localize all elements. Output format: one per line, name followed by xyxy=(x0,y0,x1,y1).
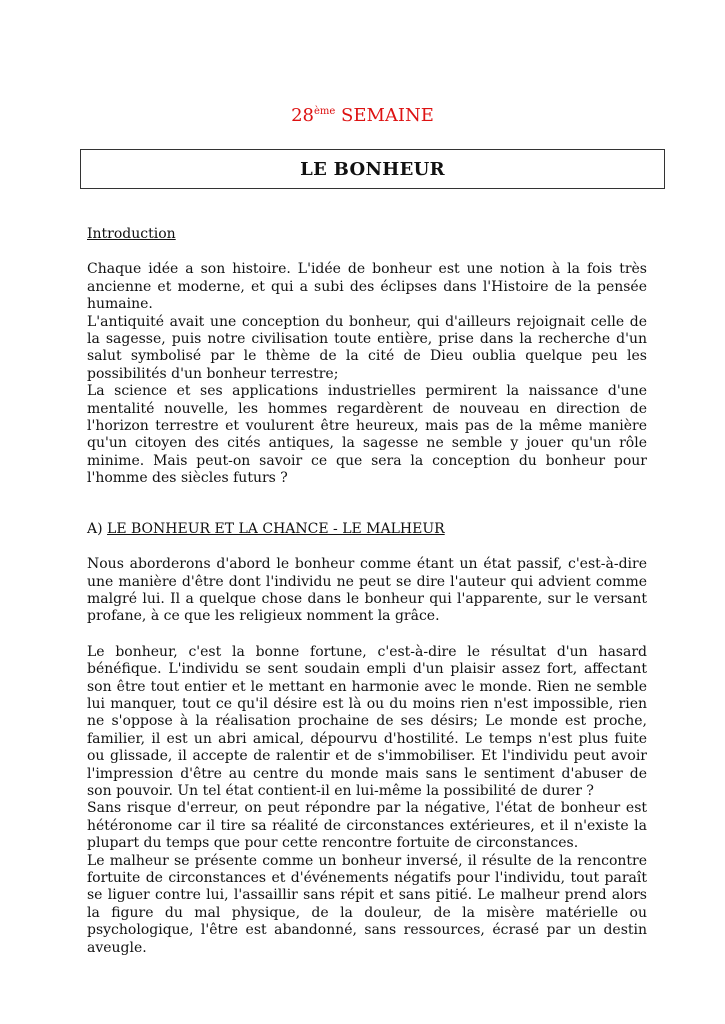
spacer xyxy=(87,538,647,556)
intro-paragraph: La science et ses applications industrielles permirent la naissance d'une mentalité nouvelle, les hommes regardèrent de nouveau en direction de l'horizon terrestre et voulurent être heureux, mais pas de la même manière qu'un citoyen des cités antiques, la sagesse ne semble y jouer qu'un rôle minime. Mais peut-on savoir ce que sera la conception du bonheur pour l'homme des siècles futurs ? xyxy=(87,383,647,487)
section-a-title: LE BONHEUR ET LA CHANCE - LE MALHEUR xyxy=(107,520,445,537)
week-number: 28 xyxy=(291,105,314,126)
spacer xyxy=(87,243,647,261)
spacer xyxy=(87,488,647,521)
week-suffix: ème xyxy=(313,106,336,117)
intro-paragraph: L'antiquité avait une conception du bonheur, qui d'ailleurs rejoignait celle de la sagesse, puis notre civilisation toute entière, prise dans la recherche d'un salut symbolisé par le thème de la cité de Dieu oublia quelque peu les possibilités d'un bonheur terrestre; xyxy=(87,313,647,382)
section-a-paragraph: Sans risque d'erreur, on peut répondre par la négative, l'état de bonheur est hétéronome car il tire sa réalité de circonstances extérieures, et il n'existe la plupart du temps que pour cette rencontre fortuite de circonstances. xyxy=(87,800,647,852)
week-heading xyxy=(0,100,725,128)
section-a-paragraph: Nous aborderons d'abord le bonheur comme étant un état passif, c'est-à-dire une manière d'être dont l'individu ne peut se dire l'auteur qui advient comme malgré lui. Il a quelque chose dans le bonheur qui l'apparente, sur le versant profane, à ce que les religieux nomment la grâce. xyxy=(87,556,647,625)
intro-paragraph: Chaque idée a son histoire. L'idée de bonheur est une notion à la fois très ancienne et moderne, et qui a subi des éclipses dans l'Histoire de la pensée humaine. xyxy=(87,261,647,313)
week-label: SEMAINE xyxy=(341,105,434,126)
section-a-paragraph: Le malheur se présente comme un bonheur inversé, il résulte de la rencontre fortuite de circonstances et d'événements négatifs pour l'individu, tout paraît se liguer contre lui, l'assaillir sans répit et sans pitié. Le malheur prend alors la figure du mal physique, de la douleur, de la misère matérielle ou psychologique, l'être est abandonné, sans ressources, écrasé par un destin aveugle. xyxy=(87,852,647,956)
section-a-heading xyxy=(87,521,647,538)
introduction-heading-text: Introduction xyxy=(87,226,176,242)
section-a-prefix: A) xyxy=(87,520,103,537)
introduction-heading xyxy=(87,226,647,243)
document-body xyxy=(87,226,647,957)
title-box xyxy=(80,149,665,189)
spacer xyxy=(87,626,647,644)
page-title: LE BONHEUR xyxy=(300,158,445,180)
section-a-paragraph: Le bonheur, c'est la bonne fortune, c'est-à-dire le résultat d'un hasard bénéfique. L'individu se sent soudain empli d'un plaisir assez fort, affectant son être tout entier et le mettant en harmonie avec le monde. Rien ne semble lui manquer, tout ce qu'il désire est là ou du moins rien n'est impossible, rien ne s'oppose à la réalisation prochaine de ses désirs; Le monde est proche, familier, il est un abri amical, dépourvu d'hostilité. Le temps n'est plus fuite ou glissade, il accepte de ralentir et de s'immobiliser. Et l'individu peut avoir l'impression d'être au centre du monde mais sans le sentiment d'abuser de son pouvoir. Un tel état contient-il en lui-même la possibilité de durer ? xyxy=(87,643,647,799)
